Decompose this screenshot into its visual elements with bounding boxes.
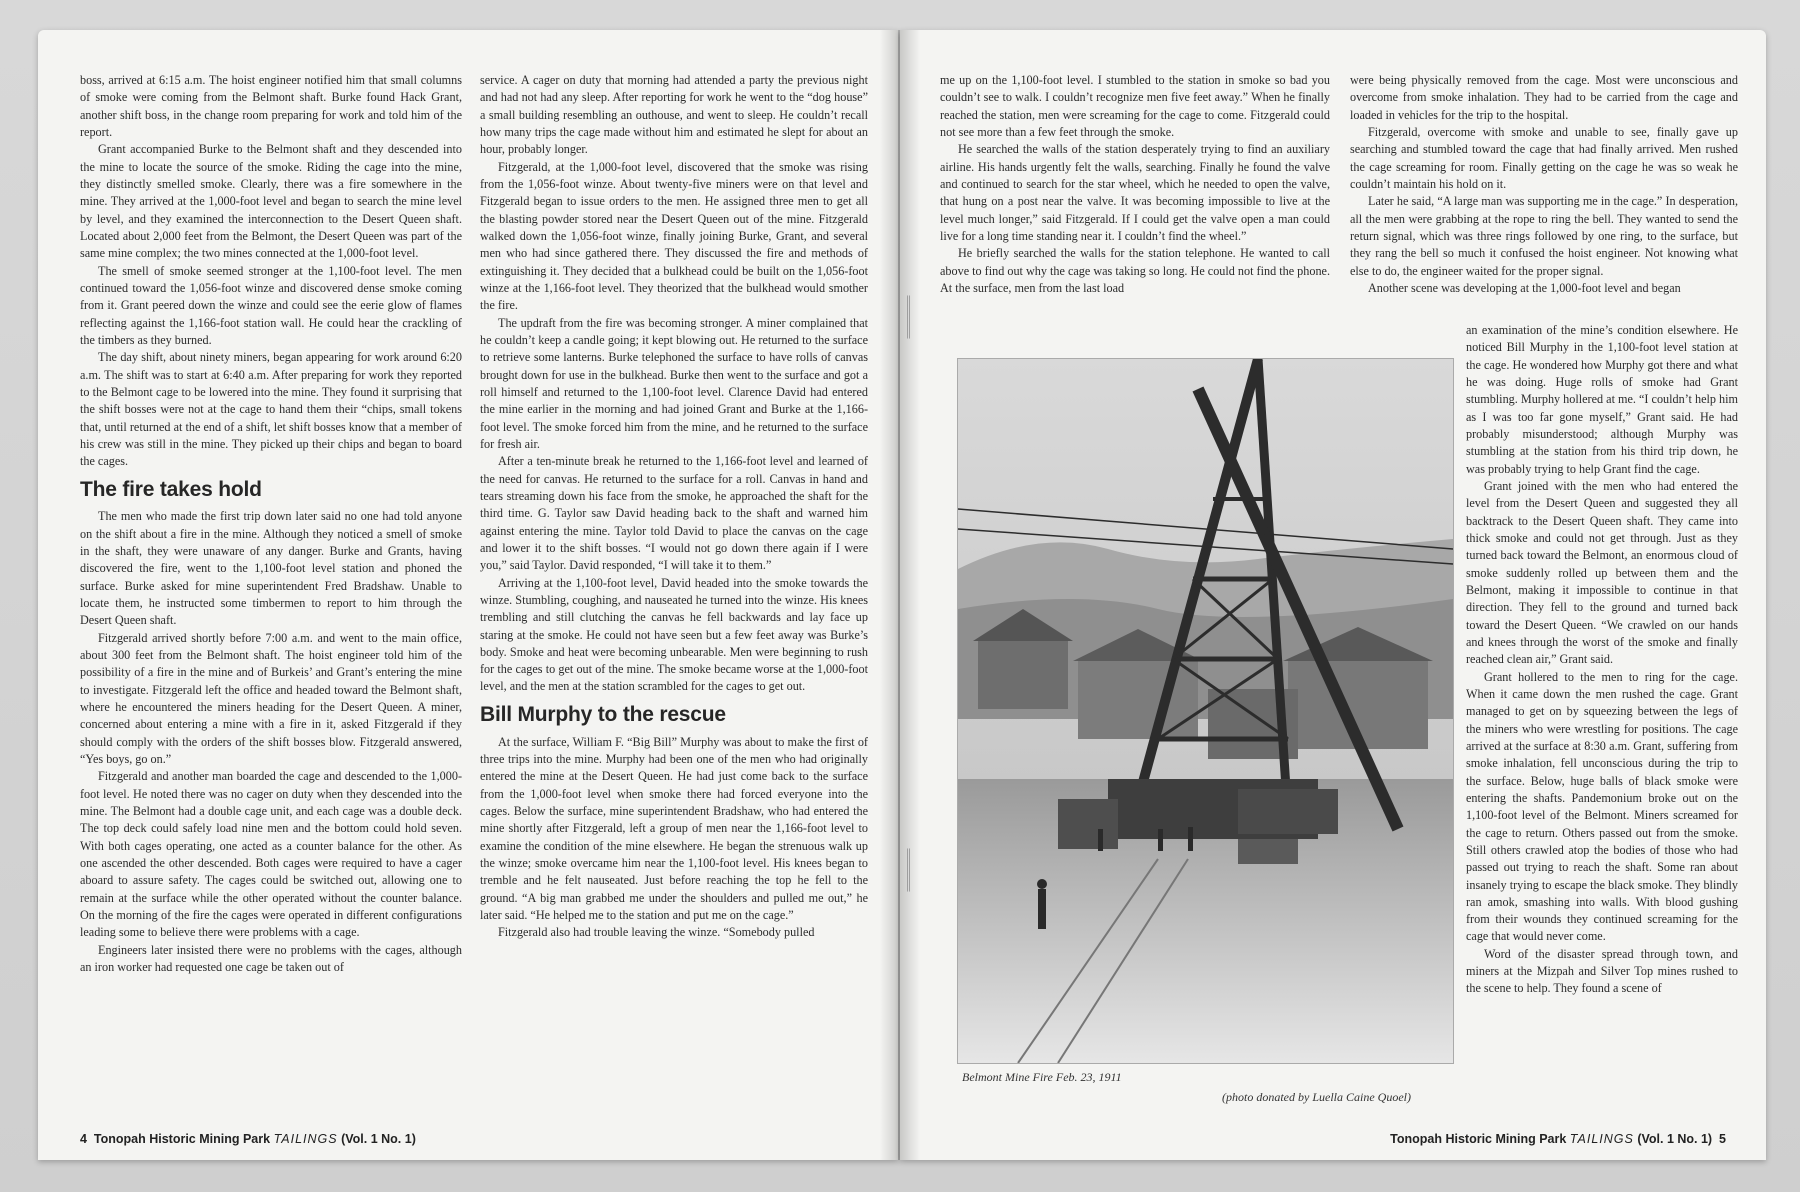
- paragraph: Fitzgerald arrived shortly before 7:00 a.m. and went to the main office, about 300 feet from the Belmont shaft. The hoist engineer told him of the possibility of a fire in the mine and of Burkeis’ and Grant’s entering the mine to investigate. Fitzgerald left the office and headed toward the Belmont shaft, where he encountered the miners heading for the Desert Queen. A miner, concerned about entering a mine with a fire in it, asked Fitzgerald if they should comply with the orders of the shift bosses blow. Fitzgerald answered, “Yes boys, go on.”: [80, 630, 462, 766]
- paragraph: service. A cager on duty that morning had attended a party the previous night and had not had any sleep. After reporting for work he went to the “dog house” a small building resembling an outhouse, and went to sleep. He couldn’t recall how many trips the cage made without him and estimated he slept for about an hour, probably longer.: [480, 73, 868, 157]
- paragraph: He briefly searched the walls for the station telephone. He wanted to call above to find out why the cage was taking so long. He could not find the phone. At the surface, men from the last load: [940, 246, 1330, 295]
- paragraph: He searched the walls of the station desperately trying to find an auxiliary airline. His hands urgently felt the walls, searching. Finally he found the valve and continued to search for the star wheel, which he needed to open the valve, that hung on a post near the valve. It was becoming impossible to live at the level much longer,” said Fitzgerald. If I could get the valve open a man could live for a long time standing near it. I couldn’t find the wheel.”: [940, 142, 1330, 243]
- paragraph: Fitzgerald, at the 1,000-foot level, discovered that the smoke was rising from the 1,056-foot winze. About twenty-five miners were on that level and Fitzgerald began to issue orders to the men. He assigned three men to get all the blasting powder stored near the Desert Queen out of the mine. Fitzgerald walked down the 1,056-foot winze, finally joining Burke, Grant, and several men who had since gathered there. They discussed the fire and methods of extinguishing it. They decided that a bulkhead could be built on the 1,056-foot winze at the 1,166-foot level. They theorized that the bulkhead would smother the fire.: [480, 159, 868, 313]
- mine-photo: [957, 358, 1454, 1064]
- staple-bottom: [907, 848, 910, 892]
- paragraph: Grant accompanied Burke to the Belmont shaft and they descended into the mine to locate the source of the smoke. Riding the cage into the mine, they distinctly smelled smoke. Clearly, there was a fire somewhere in the mine. They arrived at the 1,000-foot level and began to search the mine level by level, and they examined the interconnection to the Desert Queen shaft. Located about 2,000 feet from the Belmont, the Desert Queen was part of the same mine complex; the two mines connected at the 1,000-foot level.: [80, 142, 462, 261]
- page-number-right: 5: [1719, 1132, 1726, 1146]
- col1b-paragraphs: [80, 508, 462, 976]
- right-column-2-top: [1350, 72, 1738, 317]
- footer-title-right: Tonopah Historic Mining Park: [1390, 1132, 1567, 1146]
- photo-credit: (photo donated by Luella Caine Quoel): [1222, 1090, 1411, 1104]
- paragraph: Fitzgerald, overcome with smoke and unable to see, finally gave up searching and stumbled toward the cage that had finally arrived. Men rushed the cage screaming for room. Finally getting on the cage he was so weak he couldn’t maintain his hold on it.: [1350, 124, 1738, 191]
- paragraph: an examination of the mine’s condition elsewhere. He noticed Bill Murphy in the 1,100-foot level station at the cage. He wondered how Murphy got there and what he was doing. Huge rolls of smoke had Grant stumbling. Murphy hollered at me. “I couldn’t help him as I was too far gone myself,” Grant said. He had probably misunderstood; although Murphy was stumbling at the station from his third trip down, he was probably trying to help Grant find the cage.: [1466, 323, 1738, 476]
- paragraph: The day shift, about ninety miners, began appearing for work around 6:20 a.m. The shift was to start at 6:40 a.m. After preparing for work they reported to the Belmont cage to be lowered into the mine. They found it surprising that the shift bosses were not at the cage to hand them their “chips, small tokens that, until returned at the end of a shift, let shift bosses know that a member of his crew was still in the mine. They picked up their chips and began to board the cages.: [80, 350, 462, 469]
- paragraph: Grant joined with the men who had entered the level from the Desert Queen and suggested they all backtrack to the Desert Queen shaft. They came into thick smoke and could not get through. Just as they turned back toward the Belmont, an enormous cloud of smoke suddenly rolled up between them and the Belmont, making it impossible to continue in that direction. They fell to the ground and turned back toward the Desert Queen. “We crawled on our hands and knees through the worst of the smoke and finally reached clean air,” Grant said.: [1466, 478, 1738, 667]
- headframe-illustration: [958, 359, 1453, 1063]
- heading-bill-murphy: Bill Murphy to the rescue: [480, 702, 726, 726]
- col3-paragraphs: [940, 72, 1330, 297]
- right-column-1: [940, 72, 1330, 352]
- left-column-2: [480, 72, 868, 1117]
- right-footer: [1390, 1132, 1726, 1146]
- footer-brand-right: TAILINGS: [1569, 1132, 1634, 1146]
- paragraph: After a ten-minute break he returned to the 1,166-foot level and learned of the need for canvas. He returned to the surface for a roll. Canvas in hand and tears streaming down his face from the smoke, he approached the shaft for the third time. G. Taylor saw David heading back to the shaft and warned him against entering the mine. Taylor told David to place the canvas on the cage and lower it to the shift bosses. “I would not go down there again if I were you,” said Taylor. David responded, “I will take it to them.”: [480, 454, 868, 573]
- paragraph: The smell of smoke seemed stronger at the 1,100-foot level. The men continued toward the 1,056-foot winze and discovered dense smoke coming from it. Grant peered down the winze and could see the eerie glow of flames reflecting against the 1,166-foot station wall. He could hear the crackling of the timbers as they burned.: [80, 263, 462, 347]
- page-number-left: 4: [80, 1132, 87, 1146]
- paragraph: Another scene was developing at the 1,000-foot level and began: [1368, 280, 1681, 295]
- photo-caption: Belmont Mine Fire Feb. 23, 1911: [962, 1070, 1122, 1084]
- paragraph: Fitzgerald and another man boarded the cage and descended to the 1,000-foot level. He noted there was no cager on duty when they descended into the mine. The Belmont had a double cage unit, and each cage was a double deck. The top deck could safely load nine men and the bottom could hold seven. With both cages operating, one acted as a counter balance for the other. As one ascended the other descended. Both cages were required to have a cager aboard to assure safety. The cages could be switched out, allowing one to remain at the surface while the other operated without the counter balance. On the morning of the fire the cages were operated in different configurations leading some to believe there were problems with a cage.: [80, 769, 462, 940]
- paragraph: The updraft from the fire was becoming stronger. A miner complained that he couldn’t keep a candle going; it kept blowing out. He returned to the surface to retrieve some lanterns. Burke telephoned the surface to have rolls of canvas brought down for use in the bulkhead. Burke then went to the surface and got a roll himself and returned to the 1,100-foot level. Clarence David had entered the mine earlier in the morning and had joined Grant and Burke at the 1,166-foot level. The smoke forced him from the mine, and he returned to the surface for fresh air.: [480, 315, 868, 451]
- heading-fire-takes-hold: The fire takes hold: [80, 477, 262, 501]
- paragraph: Later he said, “A large man was supporting me in the cage.” In desperation, all the men were grabbing at the rope to ring the bell. They wanted to send the return signal, which was three rings followed by one ring, to the surface, but they rang the bell so much it confused the hoist engineer. Not knowing what else to do, the engineer waited for the proper signal.: [1350, 194, 1738, 278]
- col1-paragraphs: [80, 72, 462, 471]
- staple-top: [907, 295, 910, 339]
- col2b-paragraphs: [480, 734, 868, 942]
- right-column-2-wrap: [1466, 322, 1738, 1108]
- paragraph: Engineers later insisted there were no problems with the cages, although an iron worker had requested one cage be taken out of: [80, 942, 462, 974]
- footer-brand-left: TAILINGS: [273, 1132, 338, 1146]
- left-column-1: [80, 72, 462, 1117]
- paragraph: Grant hollered to the men to ring for the cage. When it came down the men rushed the cage. Grant managed to get on by squeezing between the legs of the miners who were wrestling for positions. The cage arrived at the surface at 8:30 a.m. Grant, suffering from smoke inhalation, fell unconscious during the trip to the surface. Below, huge balls of black smoke were entering the shafts. Pandemonium broke out on the 1,100-foot level of the Belmont. Miners screamed for the cage to return. Others passed out from the smoke. Still others crawled atop the bodies of those who had passed out trying to reach the shaft. Some ran about insanely trying to escape the black smoke. They blindly ran amok, smashing into walls. With blood gushing from their wounds they continued screaming for the cage that would never come.: [1466, 669, 1738, 944]
- paragraph: me up on the 1,100-foot level. I stumbled to the station in smoke so bad you couldn’t see to walk. I couldn’t recognize men five feet away.” When he finally reached the station, men were screaming for the cage to come. Fitzgerald could not see more than a few feet through the smoke.: [940, 73, 1330, 139]
- footer-title-left: Tonopah Historic Mining Park: [93, 1132, 271, 1146]
- left-page: [38, 30, 898, 1160]
- paragraph: The men who made the first trip down later said no one had told anyone on the shift about a fire in the mine. Although they noticed a smell of smoke in the shaft, they were unaware of any danger. Burke and Grants, having discovered the fire, went to the 1,100-foot level station and phoned the surface. Burke asked for mine superintendent Fred Bradshaw. Unable to locate them, he instructed some timbermen to report to him through the Desert Queen shaft.: [80, 509, 462, 628]
- paragraph: Arriving at the 1,100-foot level, David headed into the smoke towards the winze. Stumbling, coughing, and nauseated he turned into the winze. His knees trembling and still clutching the canvas he fell backwards and lay face up staring at the smoke. He could not have seen but a few feet away was Burke’s body. Smoke and heat were becoming unbearable. Men were beginning to rush for the cages to get out of the mine. The smoke became worse at the 1,000-foot level, and the men at the station scrambled for the cages to get out.: [480, 575, 868, 694]
- col2-paragraphs: [480, 72, 868, 696]
- footer-volume-right: (Vol. 1 No. 1): [1637, 1132, 1713, 1146]
- paragraph: At the surface, William F. “Big Bill” Murphy was about to make the first of three trips into the mine. Murphy had been one of the men who had originally entered the mine at the Desert Queen. He had just come back to the surface from the 1,000-foot level when smoke there had forced everyone into the cages. Below the surface, mine superintendent Bradshaw, who had entered the mine shortly after Fitzgerald, left a group of men near the 1,166-foot level to examine the condition of the mine elsewhere. He began the strenuous walk up the winze; smoke overcame him near the 1,100-foot level. His knees began to tremble and he felt nauseated. Just before reaching the top he fell to the ground. “A big man grabbed me under the shoulders and pulled me out,” he later said. “He helped me to the station and put me on the cage.”: [480, 734, 868, 922]
- col4-paragraphs: [1350, 72, 1738, 297]
- paragraph: Word of the disaster spread through town, and miners at the Mizpah and Silver Top mines rushed to the scene to help. They found a scene of: [1466, 946, 1738, 996]
- paragraph: boss, arrived at 6:15 a.m. The hoist engineer notified him that small columns of smoke were coming from the Belmont shaft. Burke found Hack Grant, another shift boss, in the change room preparing for work and told him of the report.: [80, 73, 462, 139]
- left-footer: [80, 1132, 416, 1146]
- right-page: [900, 30, 1766, 1160]
- paragraph: were being physically removed from the cage. Most were unconscious and overcome from smoke inhalation. They had to be carried from the cage and loaded in vehicles for the trip to the hospital.: [1350, 73, 1738, 122]
- footer-volume-left: (Vol. 1 No. 1): [341, 1132, 416, 1146]
- col4b-paragraphs: [1466, 322, 1738, 998]
- paragraph: Fitzgerald also had trouble leaving the winze. “Somebody pulled: [498, 925, 815, 940]
